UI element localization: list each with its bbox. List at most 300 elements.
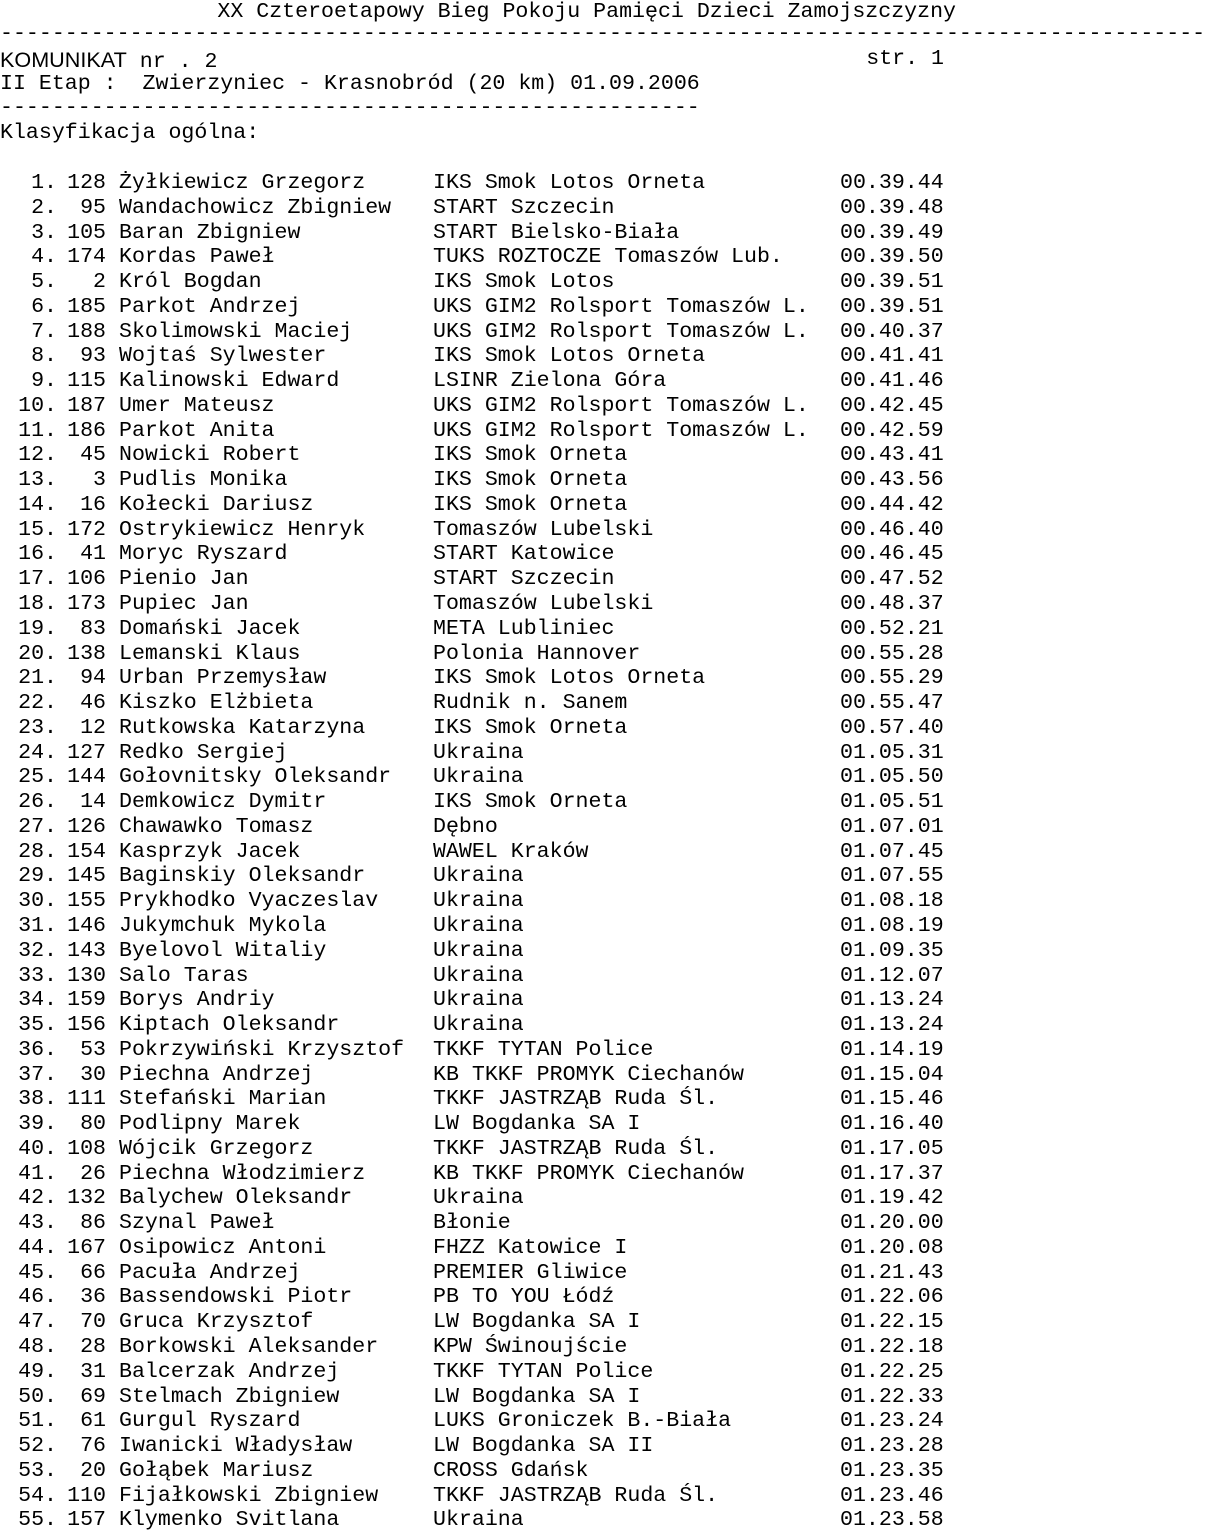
result-position: 46. bbox=[18, 1285, 57, 1310]
result-athlete-name: Podlipny Marek bbox=[119, 1112, 301, 1137]
result-start-number: 46 bbox=[80, 691, 106, 716]
result-position: 24. bbox=[18, 740, 57, 765]
result-row bbox=[0, 864, 960, 889]
result-time: 00.39.49 bbox=[840, 220, 944, 245]
result-athlete-name: Baran Zbigniew bbox=[119, 220, 301, 245]
result-time: 00.44.42 bbox=[840, 492, 944, 517]
result-row bbox=[0, 320, 960, 345]
result-time: 00.55.47 bbox=[840, 691, 944, 716]
result-start-number: 174 bbox=[67, 245, 106, 270]
result-club: META Lubliniec bbox=[433, 616, 615, 641]
komunikat-number: nr . 2 bbox=[126, 50, 218, 74]
result-start-number: 106 bbox=[67, 567, 106, 592]
result-position: 37. bbox=[18, 1062, 57, 1087]
result-athlete-name: Byelovol Witaliy bbox=[119, 938, 327, 963]
result-start-number: 172 bbox=[67, 517, 106, 542]
result-position: 30. bbox=[18, 889, 57, 914]
result-athlete-name: Piechna Andrzej bbox=[119, 1062, 314, 1087]
result-start-number: 105 bbox=[67, 220, 106, 245]
result-position: 32. bbox=[18, 938, 57, 963]
result-club: LW Bogdanka SA I bbox=[433, 1384, 641, 1409]
result-athlete-name: Jukymchuk Mykola bbox=[119, 913, 327, 938]
result-position: 52. bbox=[18, 1434, 57, 1459]
result-row bbox=[0, 295, 960, 320]
result-position: 34. bbox=[18, 988, 57, 1013]
result-time: 00.52.21 bbox=[840, 616, 944, 641]
result-start-number: 69 bbox=[80, 1384, 106, 1409]
result-position: 27. bbox=[18, 814, 57, 839]
result-position: 4. bbox=[31, 245, 57, 270]
result-row bbox=[0, 964, 960, 989]
result-row bbox=[0, 518, 960, 543]
result-club: Dębno bbox=[433, 814, 498, 839]
result-club: Ukraina bbox=[433, 988, 524, 1013]
result-row bbox=[0, 1112, 960, 1137]
result-club: Ukraina bbox=[433, 913, 524, 938]
result-club: START Bielsko-Biała bbox=[433, 220, 680, 245]
result-start-number: 145 bbox=[67, 864, 106, 889]
results-list bbox=[0, 171, 960, 1533]
result-start-number: 132 bbox=[67, 1186, 106, 1211]
result-time: 00.39.51 bbox=[840, 270, 944, 295]
result-row bbox=[0, 1137, 960, 1162]
result-athlete-name: Kasprzyk Jacek bbox=[119, 839, 301, 864]
result-time: 00.46.45 bbox=[840, 542, 944, 567]
result-time: 01.05.51 bbox=[840, 790, 944, 815]
result-start-number: 76 bbox=[80, 1434, 106, 1459]
result-club: IKS Smok Lotos bbox=[433, 270, 615, 295]
result-row bbox=[0, 1434, 960, 1459]
result-athlete-name: Stelmach Zbigniew bbox=[119, 1384, 340, 1409]
result-athlete-name: Bassendowski Piotr bbox=[119, 1285, 353, 1310]
result-row bbox=[0, 443, 960, 468]
separator-line-top: --------------------------------------------------------------------------------------------- bbox=[0, 22, 1205, 46]
result-start-number: 173 bbox=[67, 592, 106, 617]
result-club: TKKF TYTAN Police bbox=[433, 1037, 654, 1062]
result-club: TKKF JASTRZĄB Ruda Śl. bbox=[433, 1136, 719, 1161]
result-athlete-name: Pudlis Monika bbox=[119, 468, 288, 493]
result-time: 01.15.04 bbox=[840, 1062, 944, 1087]
result-time: 01.23.24 bbox=[840, 1409, 944, 1434]
result-position: 50. bbox=[18, 1384, 57, 1409]
result-time: 00.39.50 bbox=[840, 245, 944, 270]
result-athlete-name: Osipowicz Antoni bbox=[119, 1235, 327, 1260]
result-athlete-name: Pacuła Andrzej bbox=[119, 1260, 301, 1285]
result-club: IKS Smok Lotos Orneta bbox=[433, 666, 706, 691]
result-start-number: 146 bbox=[67, 913, 106, 938]
result-row bbox=[0, 716, 960, 741]
result-position: 53. bbox=[18, 1458, 57, 1483]
result-club: Tomaszów Lubelski bbox=[433, 517, 654, 542]
result-athlete-name: Urban Przemysław bbox=[119, 666, 327, 691]
result-position: 40. bbox=[18, 1136, 57, 1161]
result-time: 01.17.37 bbox=[840, 1161, 944, 1186]
result-start-number: 28 bbox=[80, 1334, 106, 1359]
result-time: 01.07.45 bbox=[840, 839, 944, 864]
result-athlete-name: Balychew Oleksandr bbox=[119, 1186, 353, 1211]
result-athlete-name: Fijałkowski Zbigniew bbox=[119, 1483, 379, 1508]
result-start-number: 80 bbox=[80, 1112, 106, 1137]
result-club: Rudnik n. Sanem bbox=[433, 691, 628, 716]
result-row bbox=[0, 840, 960, 865]
result-start-number: 138 bbox=[67, 641, 106, 666]
result-club: FHZZ Katowice I bbox=[433, 1235, 628, 1260]
result-row bbox=[0, 493, 960, 518]
result-row bbox=[0, 642, 960, 667]
result-position: 48. bbox=[18, 1334, 57, 1359]
result-athlete-name: Ostrykiewicz Henryk bbox=[119, 517, 366, 542]
result-time: 00.48.37 bbox=[840, 592, 944, 617]
result-time: 01.20.08 bbox=[840, 1235, 944, 1260]
result-start-number: 127 bbox=[67, 740, 106, 765]
result-time: 01.22.15 bbox=[840, 1310, 944, 1335]
result-start-number: 130 bbox=[67, 963, 106, 988]
result-club: KPW Świnoujście bbox=[433, 1334, 628, 1359]
result-start-number: 2 bbox=[93, 270, 106, 295]
result-row bbox=[0, 1063, 960, 1088]
result-position: 21. bbox=[18, 666, 57, 691]
result-club: TKKF TYTAN Police bbox=[433, 1359, 654, 1384]
result-position: 13. bbox=[18, 468, 57, 493]
result-position: 45. bbox=[18, 1260, 57, 1285]
result-time: 01.22.25 bbox=[840, 1359, 944, 1384]
result-club: UKS GIM2 Rolsport Tomaszów L. bbox=[433, 319, 809, 344]
result-start-number: 156 bbox=[67, 1013, 106, 1038]
result-time: 00.46.40 bbox=[840, 517, 944, 542]
result-time: 01.21.43 bbox=[840, 1260, 944, 1285]
result-position: 26. bbox=[18, 790, 57, 815]
result-club: START Szczecin bbox=[433, 567, 615, 592]
result-row bbox=[0, 741, 960, 766]
result-club: Ukraina bbox=[433, 963, 524, 988]
result-row bbox=[0, 691, 960, 716]
result-position: 6. bbox=[31, 294, 57, 319]
result-time: 01.23.46 bbox=[840, 1483, 944, 1508]
result-position: 3. bbox=[31, 220, 57, 245]
result-start-number: 41 bbox=[80, 542, 106, 567]
result-row bbox=[0, 1310, 960, 1335]
result-athlete-name: Demkowicz Dymitr bbox=[119, 790, 327, 815]
result-time: 00.43.56 bbox=[840, 468, 944, 493]
result-row bbox=[0, 617, 960, 642]
result-position: 54. bbox=[18, 1483, 57, 1508]
result-athlete-name: Umer Mateusz bbox=[119, 393, 275, 418]
result-start-number: 20 bbox=[80, 1458, 106, 1483]
result-club: WAWEL Kraków bbox=[433, 839, 589, 864]
result-club: UKS GIM2 Rolsport Tomaszów L. bbox=[433, 294, 809, 319]
result-time: 00.39.48 bbox=[840, 195, 944, 220]
result-row bbox=[0, 1335, 960, 1360]
result-athlete-name: Kiptach Oleksandr bbox=[119, 1013, 340, 1038]
result-athlete-name: Iwanicki Władysław bbox=[119, 1434, 353, 1459]
result-position: 44. bbox=[18, 1235, 57, 1260]
result-athlete-name: Parkot Anita bbox=[119, 418, 275, 443]
result-start-number: 93 bbox=[80, 344, 106, 369]
result-athlete-name: Parkot Andrzej bbox=[119, 294, 301, 319]
result-position: 41. bbox=[18, 1161, 57, 1186]
result-club: Ukraina bbox=[433, 864, 524, 889]
result-athlete-name: Klymenko Svitlana bbox=[119, 1508, 340, 1533]
result-position: 29. bbox=[18, 864, 57, 889]
result-row bbox=[0, 939, 960, 964]
result-time: 01.07.55 bbox=[840, 864, 944, 889]
result-start-number: 45 bbox=[80, 443, 106, 468]
result-time: 01.12.07 bbox=[840, 963, 944, 988]
result-athlete-name: Baginskiy Oleksandr bbox=[119, 864, 366, 889]
result-club: Ukraina bbox=[433, 938, 524, 963]
result-time: 01.08.18 bbox=[840, 889, 944, 914]
classification-heading: Klasyfikacja ogólna: bbox=[0, 121, 260, 145]
result-row bbox=[0, 344, 960, 369]
result-time: 01.13.24 bbox=[840, 988, 944, 1013]
result-position: 17. bbox=[18, 567, 57, 592]
result-position: 2. bbox=[31, 195, 57, 220]
result-start-number: 30 bbox=[80, 1062, 106, 1087]
result-athlete-name: Gołąbek Mariusz bbox=[119, 1458, 314, 1483]
result-time: 01.23.35 bbox=[840, 1458, 944, 1483]
result-club: LSINR Zielona Góra bbox=[433, 369, 667, 394]
result-start-number: 86 bbox=[80, 1211, 106, 1236]
result-position: 16. bbox=[18, 542, 57, 567]
result-club: IKS Smok Orneta bbox=[433, 492, 628, 517]
result-time: 01.08.19 bbox=[840, 913, 944, 938]
result-position: 5. bbox=[31, 270, 57, 295]
result-club: LW Bogdanka SA II bbox=[433, 1434, 654, 1459]
result-start-number: 185 bbox=[67, 294, 106, 319]
result-position: 49. bbox=[18, 1359, 57, 1384]
result-start-number: 110 bbox=[67, 1483, 106, 1508]
result-position: 38. bbox=[18, 1087, 57, 1112]
result-club: Ukraina bbox=[433, 1013, 524, 1038]
result-row bbox=[0, 1162, 960, 1187]
result-club: TUKS ROZTOCZE Tomaszów Lub. bbox=[433, 245, 783, 270]
result-time: 01.13.24 bbox=[840, 1013, 944, 1038]
result-position: 7. bbox=[31, 319, 57, 344]
result-row bbox=[0, 1484, 960, 1509]
result-athlete-name: Stefański Marian bbox=[119, 1087, 327, 1112]
result-time: 01.23.58 bbox=[840, 1508, 944, 1533]
result-club: Polonia Hannover bbox=[433, 641, 641, 666]
result-club: IKS Smok Orneta bbox=[433, 443, 628, 468]
result-time: 01.22.06 bbox=[840, 1285, 944, 1310]
result-start-number: 167 bbox=[67, 1235, 106, 1260]
result-time: 00.41.41 bbox=[840, 344, 944, 369]
result-club: Błonie bbox=[433, 1211, 511, 1236]
result-start-number: 12 bbox=[80, 715, 106, 740]
result-row bbox=[0, 270, 960, 295]
result-position: 19. bbox=[18, 616, 57, 641]
result-time: 00.55.28 bbox=[840, 641, 944, 666]
result-start-number: 126 bbox=[67, 814, 106, 839]
result-club: IKS Smok Lotos Orneta bbox=[433, 171, 706, 195]
result-athlete-name: Lemanski Klaus bbox=[119, 641, 301, 666]
result-row bbox=[0, 1285, 960, 1310]
result-position: 23. bbox=[18, 715, 57, 740]
result-start-number: 188 bbox=[67, 319, 106, 344]
result-position: 42. bbox=[18, 1186, 57, 1211]
result-row bbox=[0, 419, 960, 444]
result-athlete-name: Salo Taras bbox=[119, 963, 249, 988]
result-start-number: 14 bbox=[80, 790, 106, 815]
result-position: 22. bbox=[18, 691, 57, 716]
result-position: 47. bbox=[18, 1310, 57, 1335]
result-athlete-name: Pienio Jan bbox=[119, 567, 249, 592]
result-position: 33. bbox=[18, 963, 57, 988]
result-time: 01.22.33 bbox=[840, 1384, 944, 1409]
result-athlete-name: Kołecki Dariusz bbox=[119, 492, 314, 517]
result-start-number: 128 bbox=[67, 171, 106, 195]
result-club: KB TKKF PROMYK Ciechanów bbox=[433, 1161, 745, 1186]
result-time: 00.39.44 bbox=[840, 171, 944, 195]
result-row bbox=[0, 542, 960, 567]
result-time: 00.42.59 bbox=[840, 418, 944, 443]
result-time: 01.14.19 bbox=[840, 1037, 944, 1062]
result-club: TKKF JASTRZĄB Ruda Śl. bbox=[433, 1483, 719, 1508]
result-athlete-name: Borys Andriy bbox=[119, 988, 275, 1013]
result-row bbox=[0, 1087, 960, 1112]
result-row bbox=[0, 1261, 960, 1286]
result-club: Ukraina bbox=[433, 765, 524, 790]
result-athlete-name: Gołovnitsky Oleksandr bbox=[119, 765, 392, 790]
result-athlete-name: Prykhodko Vyaczeslav bbox=[119, 889, 379, 914]
result-position: 55. bbox=[18, 1508, 57, 1533]
result-position: 20. bbox=[18, 641, 57, 666]
result-athlete-name: Szynal Paweł bbox=[119, 1211, 275, 1236]
komunikat-label: KOMUNIKAT bbox=[0, 47, 127, 72]
result-start-number: 186 bbox=[67, 418, 106, 443]
result-club: UKS GIM2 Rolsport Tomaszów L. bbox=[433, 418, 809, 443]
result-start-number: 16 bbox=[80, 492, 106, 517]
document-title: XX Czteroetapowy Bieg Pokoju Pamięci Dzieci Zamojszczyzny bbox=[217, 0, 956, 24]
result-club: CROSS Gdańsk bbox=[433, 1458, 589, 1483]
result-time: 01.23.28 bbox=[840, 1434, 944, 1459]
result-club: LUKS Groniczek B.-Biała bbox=[433, 1409, 732, 1434]
result-athlete-name: Moryc Ryszard bbox=[119, 542, 288, 567]
result-row bbox=[0, 1409, 960, 1434]
result-athlete-name: Żyłkiewicz Grzegorz bbox=[119, 171, 366, 195]
result-position: 25. bbox=[18, 765, 57, 790]
result-athlete-name: Pokrzywiński Krzysztof bbox=[119, 1037, 405, 1062]
result-position: 51. bbox=[18, 1409, 57, 1434]
result-time: 01.20.00 bbox=[840, 1211, 944, 1236]
result-time: 01.17.05 bbox=[840, 1136, 944, 1161]
result-start-number: 111 bbox=[67, 1087, 106, 1112]
result-row bbox=[0, 1236, 960, 1261]
result-start-number: 53 bbox=[80, 1037, 106, 1062]
result-athlete-name: Kordas Paweł bbox=[119, 245, 275, 270]
result-row bbox=[0, 1385, 960, 1410]
result-start-number: 155 bbox=[67, 889, 106, 914]
result-club: LW Bogdanka SA I bbox=[433, 1112, 641, 1137]
result-row bbox=[0, 1360, 960, 1385]
result-club: TKKF JASTRZĄB Ruda Śl. bbox=[433, 1087, 719, 1112]
result-row bbox=[0, 245, 960, 270]
result-club: PB TO YOU Łódź bbox=[433, 1285, 615, 1310]
result-club: IKS Smok Orneta bbox=[433, 715, 628, 740]
result-time: 00.55.29 bbox=[840, 666, 944, 691]
result-time: 01.16.40 bbox=[840, 1112, 944, 1137]
result-row bbox=[0, 1211, 960, 1236]
result-time: 00.41.46 bbox=[840, 369, 944, 394]
result-club: Ukraina bbox=[433, 889, 524, 914]
result-athlete-name: Chawawko Tomasz bbox=[119, 814, 314, 839]
result-position: 12. bbox=[18, 443, 57, 468]
result-athlete-name: Wójcik Grzegorz bbox=[119, 1136, 314, 1161]
result-start-number: 108 bbox=[67, 1136, 106, 1161]
result-athlete-name: Pupiec Jan bbox=[119, 592, 249, 617]
result-position: 1. bbox=[31, 171, 57, 195]
result-position: 18. bbox=[18, 592, 57, 617]
result-start-number: 70 bbox=[80, 1310, 106, 1335]
result-athlete-name: Wojtaś Sylwester bbox=[119, 344, 327, 369]
result-time: 00.42.45 bbox=[840, 393, 944, 418]
result-row bbox=[0, 765, 960, 790]
result-row bbox=[0, 1508, 960, 1533]
result-club: KB TKKF PROMYK Ciechanów bbox=[433, 1062, 745, 1087]
result-athlete-name: Redko Sergiej bbox=[119, 740, 288, 765]
result-row bbox=[0, 914, 960, 939]
result-position: 36. bbox=[18, 1037, 57, 1062]
result-start-number: 3 bbox=[93, 468, 106, 493]
result-row bbox=[0, 567, 960, 592]
stage-info: II Etap : Zwierzyniec - Krasnobród (20 km) 01.09.2006 bbox=[0, 72, 700, 96]
result-row bbox=[0, 171, 960, 196]
result-club: START Katowice bbox=[433, 542, 615, 567]
result-athlete-name: Kalinowski Edward bbox=[119, 369, 340, 394]
result-club: Ukraina bbox=[433, 740, 524, 765]
result-position: 28. bbox=[18, 839, 57, 864]
result-time: 00.39.51 bbox=[840, 294, 944, 319]
result-position: 11. bbox=[18, 418, 57, 443]
result-club: LW Bogdanka SA I bbox=[433, 1310, 641, 1335]
result-start-number: 36 bbox=[80, 1285, 106, 1310]
result-row bbox=[0, 1459, 960, 1484]
result-club: Tomaszów Lubelski bbox=[433, 592, 654, 617]
result-start-number: 115 bbox=[67, 369, 106, 394]
result-time: 00.40.37 bbox=[840, 319, 944, 344]
result-start-number: 157 bbox=[67, 1508, 106, 1533]
result-athlete-name: Borkowski Aleksander bbox=[119, 1334, 379, 1359]
result-time: 01.05.50 bbox=[840, 765, 944, 790]
result-athlete-name: Wandachowicz Zbigniew bbox=[119, 195, 392, 220]
result-row bbox=[0, 196, 960, 221]
result-athlete-name: Skolimowski Maciej bbox=[119, 319, 353, 344]
result-start-number: 95 bbox=[80, 195, 106, 220]
separator-line-mid: ------------------------------------------------------ bbox=[0, 96, 700, 120]
result-row bbox=[0, 1038, 960, 1063]
result-time: 00.57.40 bbox=[840, 715, 944, 740]
page-number: str. 1 bbox=[866, 47, 944, 71]
result-club: IKS Smok Orneta bbox=[433, 790, 628, 815]
result-position: 35. bbox=[18, 1013, 57, 1038]
result-row bbox=[0, 394, 960, 419]
result-row bbox=[0, 889, 960, 914]
result-position: 31. bbox=[18, 913, 57, 938]
result-start-number: 31 bbox=[80, 1359, 106, 1384]
result-club: IKS Smok Lotos Orneta bbox=[433, 344, 706, 369]
result-start-number: 143 bbox=[67, 938, 106, 963]
result-club: PREMIER Gliwice bbox=[433, 1260, 628, 1285]
result-row bbox=[0, 221, 960, 246]
result-athlete-name: Gurgul Ryszard bbox=[119, 1409, 301, 1434]
result-row bbox=[0, 592, 960, 617]
result-position: 10. bbox=[18, 393, 57, 418]
result-club: Ukraina bbox=[433, 1508, 524, 1533]
result-club: START Szczecin bbox=[433, 195, 615, 220]
result-athlete-name: Piechna Włodzimierz bbox=[119, 1161, 366, 1186]
result-athlete-name: Król Bogdan bbox=[119, 270, 262, 295]
result-time: 01.07.01 bbox=[840, 814, 944, 839]
